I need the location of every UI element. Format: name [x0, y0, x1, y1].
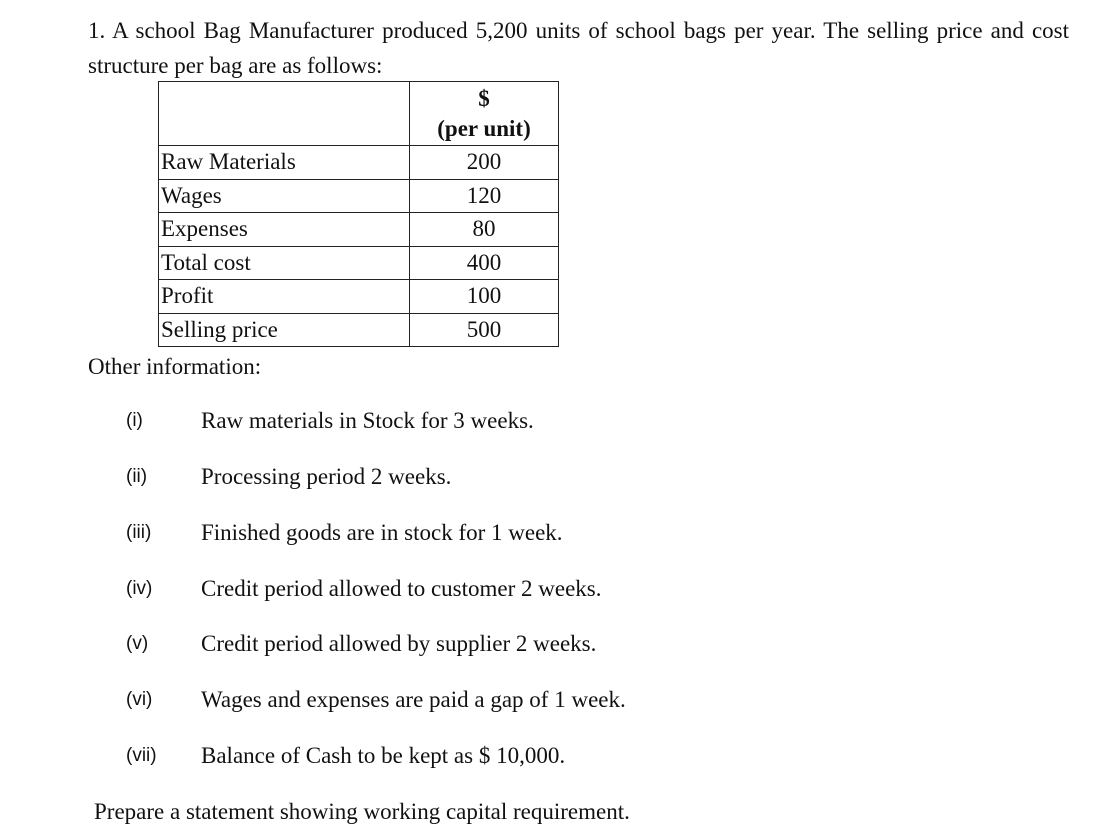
list-item	[0, 572, 900, 606]
per-unit-label: (per unit)	[437, 115, 531, 141]
list-item-text: Credit period allowed to customer 2 weeks.	[201, 576, 602, 601]
table-row	[159, 246, 559, 280]
list-item-number: (iii)	[126, 522, 152, 543]
table-header-blank-cell	[159, 82, 410, 146]
currency-symbol: $	[478, 85, 490, 111]
list-item	[0, 460, 900, 494]
cost-item-amount: 100	[410, 280, 559, 314]
list-item	[0, 739, 900, 773]
list-item-number: (vii)	[126, 745, 157, 766]
list-item-text: Wages and expenses are paid a gap of 1 week.	[201, 687, 626, 712]
cost-item-amount: 120	[410, 179, 559, 213]
list-item-text: Finished goods are in stock for 1 week.	[201, 520, 563, 545]
cost-item-amount: 400	[410, 246, 559, 280]
cost-structure-table	[158, 81, 559, 347]
table-row	[159, 280, 559, 314]
table-header-amount-cell	[410, 82, 559, 146]
list-item	[0, 683, 900, 717]
cost-item-amount: 500	[410, 313, 559, 347]
cost-item-label: Expenses	[159, 213, 410, 247]
list-item-text: Credit period allowed by supplier 2 weeks.	[201, 631, 597, 656]
list-item-text: Balance of Cash to be kept as $ 10,000.	[201, 743, 566, 768]
table-header-row	[159, 82, 559, 146]
cost-item-label: Selling price	[159, 313, 410, 347]
question-intro: 1. A school Bag Manufacturer produced 5,200 units of school bags per year. The selling price and cost structure per bag are as follows:	[88, 18, 1069, 78]
list-item	[0, 516, 900, 550]
task-instruction: Prepare a statement showing working capital requirement.	[94, 799, 630, 824]
table-row	[159, 213, 559, 247]
list-item-number: (v)	[126, 633, 149, 654]
cost-item-amount: 200	[410, 146, 559, 180]
list-item-number: (i)	[126, 410, 143, 431]
list-item	[0, 404, 900, 438]
cost-item-amount: 80	[410, 213, 559, 247]
table-row	[159, 313, 559, 347]
list-item-text: Processing period 2 weeks.	[201, 464, 452, 489]
list-item-number: (ii)	[126, 466, 148, 487]
list-item-number: (vi)	[126, 689, 153, 710]
cost-item-label: Total cost	[159, 246, 410, 280]
list-item-number: (iv)	[126, 578, 153, 599]
other-information-heading: Other information:	[88, 354, 262, 379]
table-row	[159, 146, 559, 180]
cost-item-label: Raw Materials	[159, 146, 410, 180]
list-item-text: Raw materials in Stock for 3 weeks.	[201, 408, 534, 433]
list-item	[0, 627, 900, 661]
cost-item-label: Profit	[159, 280, 410, 314]
table-row	[159, 179, 559, 213]
cost-item-label: Wages	[159, 179, 410, 213]
